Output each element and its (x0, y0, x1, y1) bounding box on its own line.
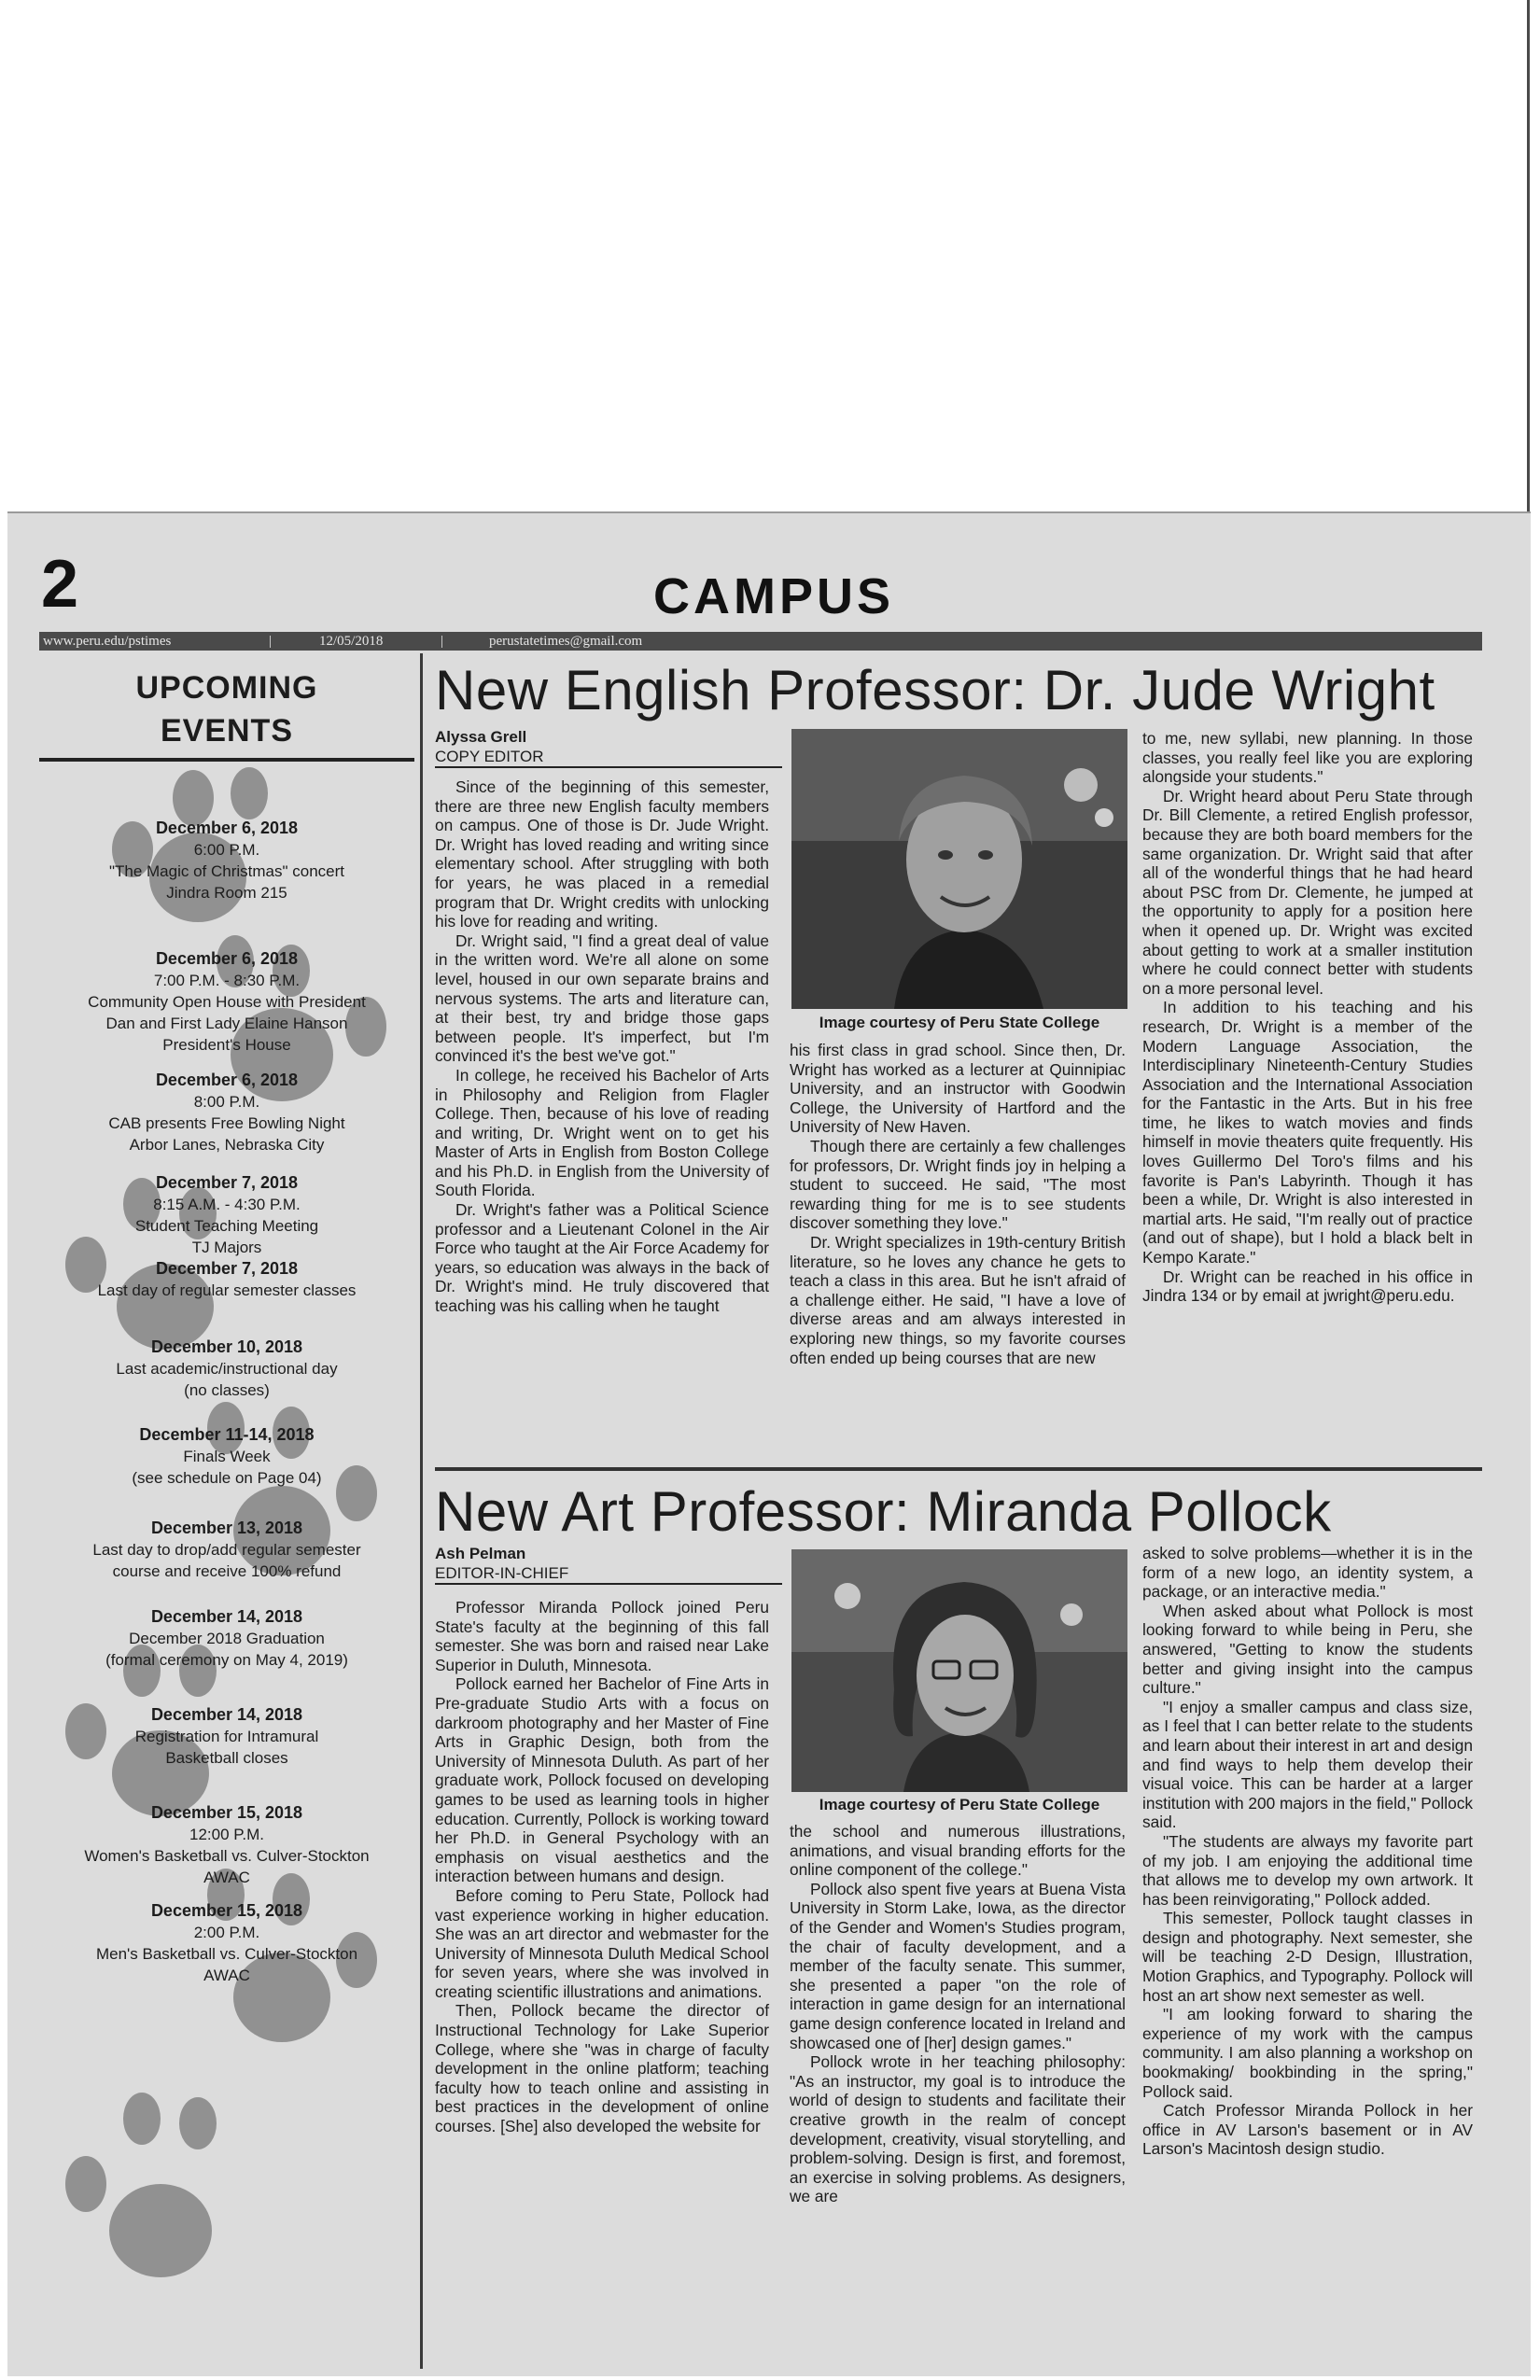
article-paragraph: Dr. Wright's father was a Political Science professor and a Lieutenant Colonel in the Air Force who taught at the Air Force Academy for years, so education was always in the back of Dr. Wright's mind. He truly discovered that teaching was his calling when he taught (435, 1200, 769, 1316)
article-paragraph: Pollock wrote in her teaching philosophy: "As an instructor, my goal is to introduce the world of design to students and facilitate their creative growth in the realm of concept development, creativity, visual storytelling, and problem-solving. Design is first, and foremost, an exercise in solving problems. As designers, we are (790, 2052, 1126, 2206)
event-item (39, 1900, 414, 1986)
event-detail: TJ Majors (191, 1239, 262, 1256)
sidebar-title (39, 666, 414, 752)
article2-byline (435, 1544, 782, 1585)
event-detail: (formal ceremony on May 4, 2019) (105, 1651, 348, 1669)
event-date: December 10, 2018 (150, 1337, 303, 1356)
event-date: December 7, 2018 (155, 1259, 299, 1278)
event-item (39, 1424, 414, 1489)
event-detail: Registration for Intramural (134, 1728, 319, 1745)
article-divider (435, 1467, 1482, 1471)
article1-column-1 (435, 777, 769, 1316)
event-date: December 6, 2018 (155, 949, 299, 968)
event-detail: Finals Week (183, 1448, 271, 1465)
event-date: December 15, 2018 (150, 1803, 303, 1822)
article1-column-3 (1142, 729, 1473, 1306)
event-detail: Last academic/instructional day (116, 1360, 338, 1378)
event-detail: Jindra Room 215 (166, 884, 287, 902)
article1-headline: New English Professor: Dr. Jude Wright (435, 659, 1435, 721)
article-paragraph: Professor Miranda Pollock joined Peru State's faculty at the beginning of this fall semester. She was born and raised near Lake Superior in Duluth, Minnesota. (435, 1598, 769, 1674)
article-paragraph: "I am looking forward to sharing the experience of my work with the campus community. I am also planning a workshop on bookmaking/ bookbinding in the spring," Pollock said. (1142, 2005, 1473, 2101)
event-detail: Arbor Lanes, Nebraska City (129, 1136, 325, 1154)
event-detail: (no classes) (184, 1381, 270, 1399)
event-detail: Basketball closes (165, 1749, 288, 1767)
event-item (39, 1172, 414, 1258)
article-paragraph: the school and numerous illustrations, animations, and visual branding efforts for the online component of the college." (790, 1822, 1126, 1880)
article2-headline: New Art Professor: Miranda Pollock (435, 1480, 1332, 1543)
professor-wright-photo (791, 729, 1127, 1009)
article-paragraph: asked to solve problems—whether it is in the form of a new logo, an identity system, a package, or an interactive media." (1142, 1544, 1473, 1602)
event-detail: 6:00 P.M. (193, 841, 260, 859)
event-date: December 11-14, 2018 (139, 1425, 315, 1444)
article-paragraph: Dr. Wright said, "I find a great deal of value in the written word. We're all alone on some level, housed in our own separate brains and nervous systems. The arts and literature can, at their best, try and bridge those gaps between people. It's imperfect, but I'm convinced it's the best we've got." (435, 931, 769, 1066)
article2-author: Ash Pelman (435, 1545, 526, 1562)
event-date: December 14, 2018 (150, 1705, 303, 1724)
paw-print-icon (58, 2091, 338, 2333)
article1-author: Alyssa Grell (435, 728, 527, 746)
article-paragraph: Pollock earned her Bachelor of Fine Arts in Pre-graduate Studio Arts with a focus on darkroom photography and her Master of Fine Arts in Graphic Design, both from the University of Minnesota Duluth. As part of her graduate work, Pollock focused on developing games to be used as learning tools in higher education. Currently, Pollock is working toward her Ph.D. in General Psychology with an emphasis on visual aesthetics and the interaction between humans and design. (435, 1674, 769, 1886)
sidebar-divider (39, 758, 414, 762)
event-detail: Last day of regular semester classes (97, 1281, 357, 1299)
scan-page-edge (1527, 0, 1530, 513)
sidebar-title-line1: UPCOMING (135, 670, 318, 706)
event-detail: (see schedule on Page 04) (132, 1469, 322, 1487)
column-divider (420, 653, 423, 2369)
article-paragraph: "I enjoy a smaller campus and class size, as I feel that I can better relate to the students and learn about their interest in art and design and find ways to help them develop their visual voice. This can be harder at a larger institution with 200 majors in the field," Pollock said. (1142, 1697, 1473, 1832)
event-item (39, 1258, 414, 1301)
event-detail: 8:15 A.M. - 4:30 P.M. (153, 1196, 301, 1213)
event-detail: Women's Basketball vs. Culver-Stockton (84, 1847, 370, 1865)
article-paragraph: Then, Pollock became the director of Instructional Technology for Lake Superior College, where she "was in charge of faculty development in the online platform; teaching faculty how to teach online and assisting in best practices in the development of online courses. [She] also developed the website for (435, 2001, 769, 2136)
event-date: December 7, 2018 (155, 1173, 299, 1192)
event-detail: Last day to drop/add regular semester (92, 1541, 361, 1559)
event-item (39, 1070, 414, 1155)
event-date: December 13, 2018 (150, 1519, 303, 1537)
article2-column-2 (790, 1822, 1126, 2206)
article1-photo-caption: Image courtesy of Peru State College (819, 1014, 1100, 1031)
article-paragraph: In addition to his teaching and his research, Dr. Wright is a member of the Modern Language Association, the Interdisciplinary Nineteenth-Century Studies Association and the International Association for the Fantastic in the Arts. But in his free time, he likes to watch movies and finds himself in movie theaters quite frequently. His loves Guillermo Del Toro's films and his favorite is Pan's Labyrinth. Though it has been a while, Dr. Wright is also interested in martial arts. He said, "I'm really out of practice (and out of shape), but I hold a black belt in Kempo Karate." (1142, 998, 1473, 1267)
sidebar-title-line2: EVENTS (160, 713, 294, 749)
article2-column-1 (435, 1598, 769, 2136)
article-paragraph: Dr. Wright heard about Peru State through Dr. Bill Clemente, a retired English professor, because they are both board members for the same organization. Dr. Wright said that after all of the wonderful things that he had heard about PSC from Dr. Clemente, he jumped at the opportunity to apply for a position here when it opened up. Dr. Wright was excited about getting to work at a smaller institution where he could connect better with students on a more personal level. (1142, 786, 1473, 998)
event-date: December 6, 2018 (155, 1071, 299, 1089)
event-detail: Men's Basketball vs. Culver-Stockton (95, 1945, 358, 1963)
info-separator: | (269, 634, 273, 649)
article-paragraph: "The students are always my favorite part of my job. I am enjoying the additional time that allows me to develop my own artwork. It has been reinvigorating," Pollock added. (1142, 1831, 1473, 1909)
event-detail: course and receive 100% refund (112, 1562, 342, 1580)
site-url: www.peru.edu/pstimes (43, 634, 172, 649)
article1-author-role: COPY EDITOR (435, 747, 782, 768)
event-item (39, 1704, 414, 1769)
article-paragraph: In college, he received his Bachelor of Arts in Philosophy and Religion from Flagler College. Then, because of his love of reading and writing, Dr. Wright went on to get his Master of Arts in English from Boston College and his Ph.D. in English from the University of South Florida. (435, 1065, 769, 1200)
article-paragraph: Dr. Wright specializes in 19th-century British literature, so he loves any chance he gets to teach a class in this area. But he isn't afraid of a challenge either. He said, "I have a love of diverse areas and am always interested in exploring new things, so my favorite courses often ended up being courses that are new (790, 1232, 1126, 1367)
event-detail: AWAC (203, 1967, 250, 1984)
info-bar (39, 632, 1482, 651)
article-paragraph: Since of the beginning of this semester, there are three new English faculty members on campus. One of those is Dr. Jude Wright. Dr. Wright has loved reading and writing since elementary school. After struggling with both for years, he was placed in a remedial program that Dr. Wright credits with unlocking his love for reading and writing. (435, 777, 769, 931)
event-detail: AWAC (203, 1869, 250, 1886)
event-item (39, 818, 414, 903)
event-detail: 7:00 P.M. - 8:30 P.M. (153, 972, 301, 989)
event-item (39, 1802, 414, 1888)
article-paragraph: Dr. Wright can be reached in his office in Jindra 134 or by email at jwright@peru.edu. (1142, 1267, 1473, 1306)
event-item (39, 1518, 414, 1582)
article1-byline (435, 727, 782, 768)
event-item (39, 1606, 414, 1671)
contact-email: perustatetimes@gmail.com (489, 634, 643, 649)
article-paragraph: Before coming to Peru State, Pollock had vast experience working in higher education. She was an art director and webmaster for the University of Minnesota Duluth Medical School for seven years, where she was involved in creating scientific illustrations and animations. (435, 1885, 769, 2001)
professor-pollock-photo (791, 1549, 1127, 1792)
article-paragraph: When asked about what Pollock is most looking forward to while being in Peru, she answered, "Getting to know the students better and giving insight into the campus culture." (1142, 1601, 1473, 1698)
issue-date: 12/05/2018 (319, 634, 384, 649)
upcoming-events-sidebar (39, 653, 414, 2371)
article-paragraph: Pollock also spent five years at Buena Vista University in Storm Lake, Iowa, as the director of the Gender and Women's Studies program, the chair of faculty development, and a member of the faculty senate. This summer, she presented a paper "on the role of interaction in game design for an international game design conference located in Ireland and showcased one of [her] design games." (790, 1879, 1126, 2052)
article-paragraph: to me, new syllabi, new planning. In those classes, you really feel like you are exploring alongside your students." (1142, 729, 1473, 787)
event-detail: 2:00 P.M. (193, 1924, 260, 1941)
event-detail: CAB presents Free Bowling Night (108, 1114, 345, 1132)
event-detail: Student Teaching Meeting (134, 1217, 319, 1235)
event-item (39, 948, 414, 1056)
event-date: December 6, 2018 (155, 819, 299, 837)
event-detail: President's House (162, 1036, 291, 1054)
event-date: December 14, 2018 (150, 1607, 303, 1626)
event-detail: 12:00 P.M. (189, 1826, 265, 1843)
page-number: 2 (41, 547, 79, 622)
article2-author-role: EDITOR-IN-CHIEF (435, 1563, 782, 1585)
article-paragraph: Though there are certainly a few challenges for professors, Dr. Wright finds joy in helping a student to succeed. He said, "The most rewarding thing for me is to see students discover something they love." (790, 1136, 1126, 1233)
info-separator: | (441, 634, 444, 649)
article1-column-2 (790, 1041, 1126, 1367)
article2-column-3 (1142, 1544, 1473, 2159)
event-date: December 15, 2018 (150, 1901, 303, 1920)
event-detail: Dan and First Lady Elaine Hanson (105, 1015, 348, 1032)
article-paragraph: his first class in grad school. Since then, Dr. Wright has worked as a lecturer at Quinnipiac University, and an instructor with Goodwin College, the University of Hartford and the University of New Haven. (790, 1041, 1126, 1137)
event-detail: 8:00 P.M. (193, 1093, 260, 1111)
article-paragraph: Catch Professor Miranda Pollock in her office in AV Larson's basement or in AV Larson's Macintosh design studio. (1142, 2101, 1473, 2159)
article2-photo-caption: Image courtesy of Peru State College (819, 1796, 1100, 1813)
event-detail: "The Magic of Christmas" concert (108, 862, 345, 880)
section-title: CAMPUS (653, 568, 895, 624)
article-paragraph: This semester, Pollock taught classes in design and photography. Next semester, she will be teaching 2-D Design, Illustration, Motion Graphics, and Typography. Pollock will host an art show next semester as well. (1142, 1909, 1473, 2005)
event-detail: Community Open House with President (88, 993, 366, 1011)
event-item (39, 1337, 414, 1401)
event-detail: December 2018 Graduation (129, 1630, 325, 1647)
